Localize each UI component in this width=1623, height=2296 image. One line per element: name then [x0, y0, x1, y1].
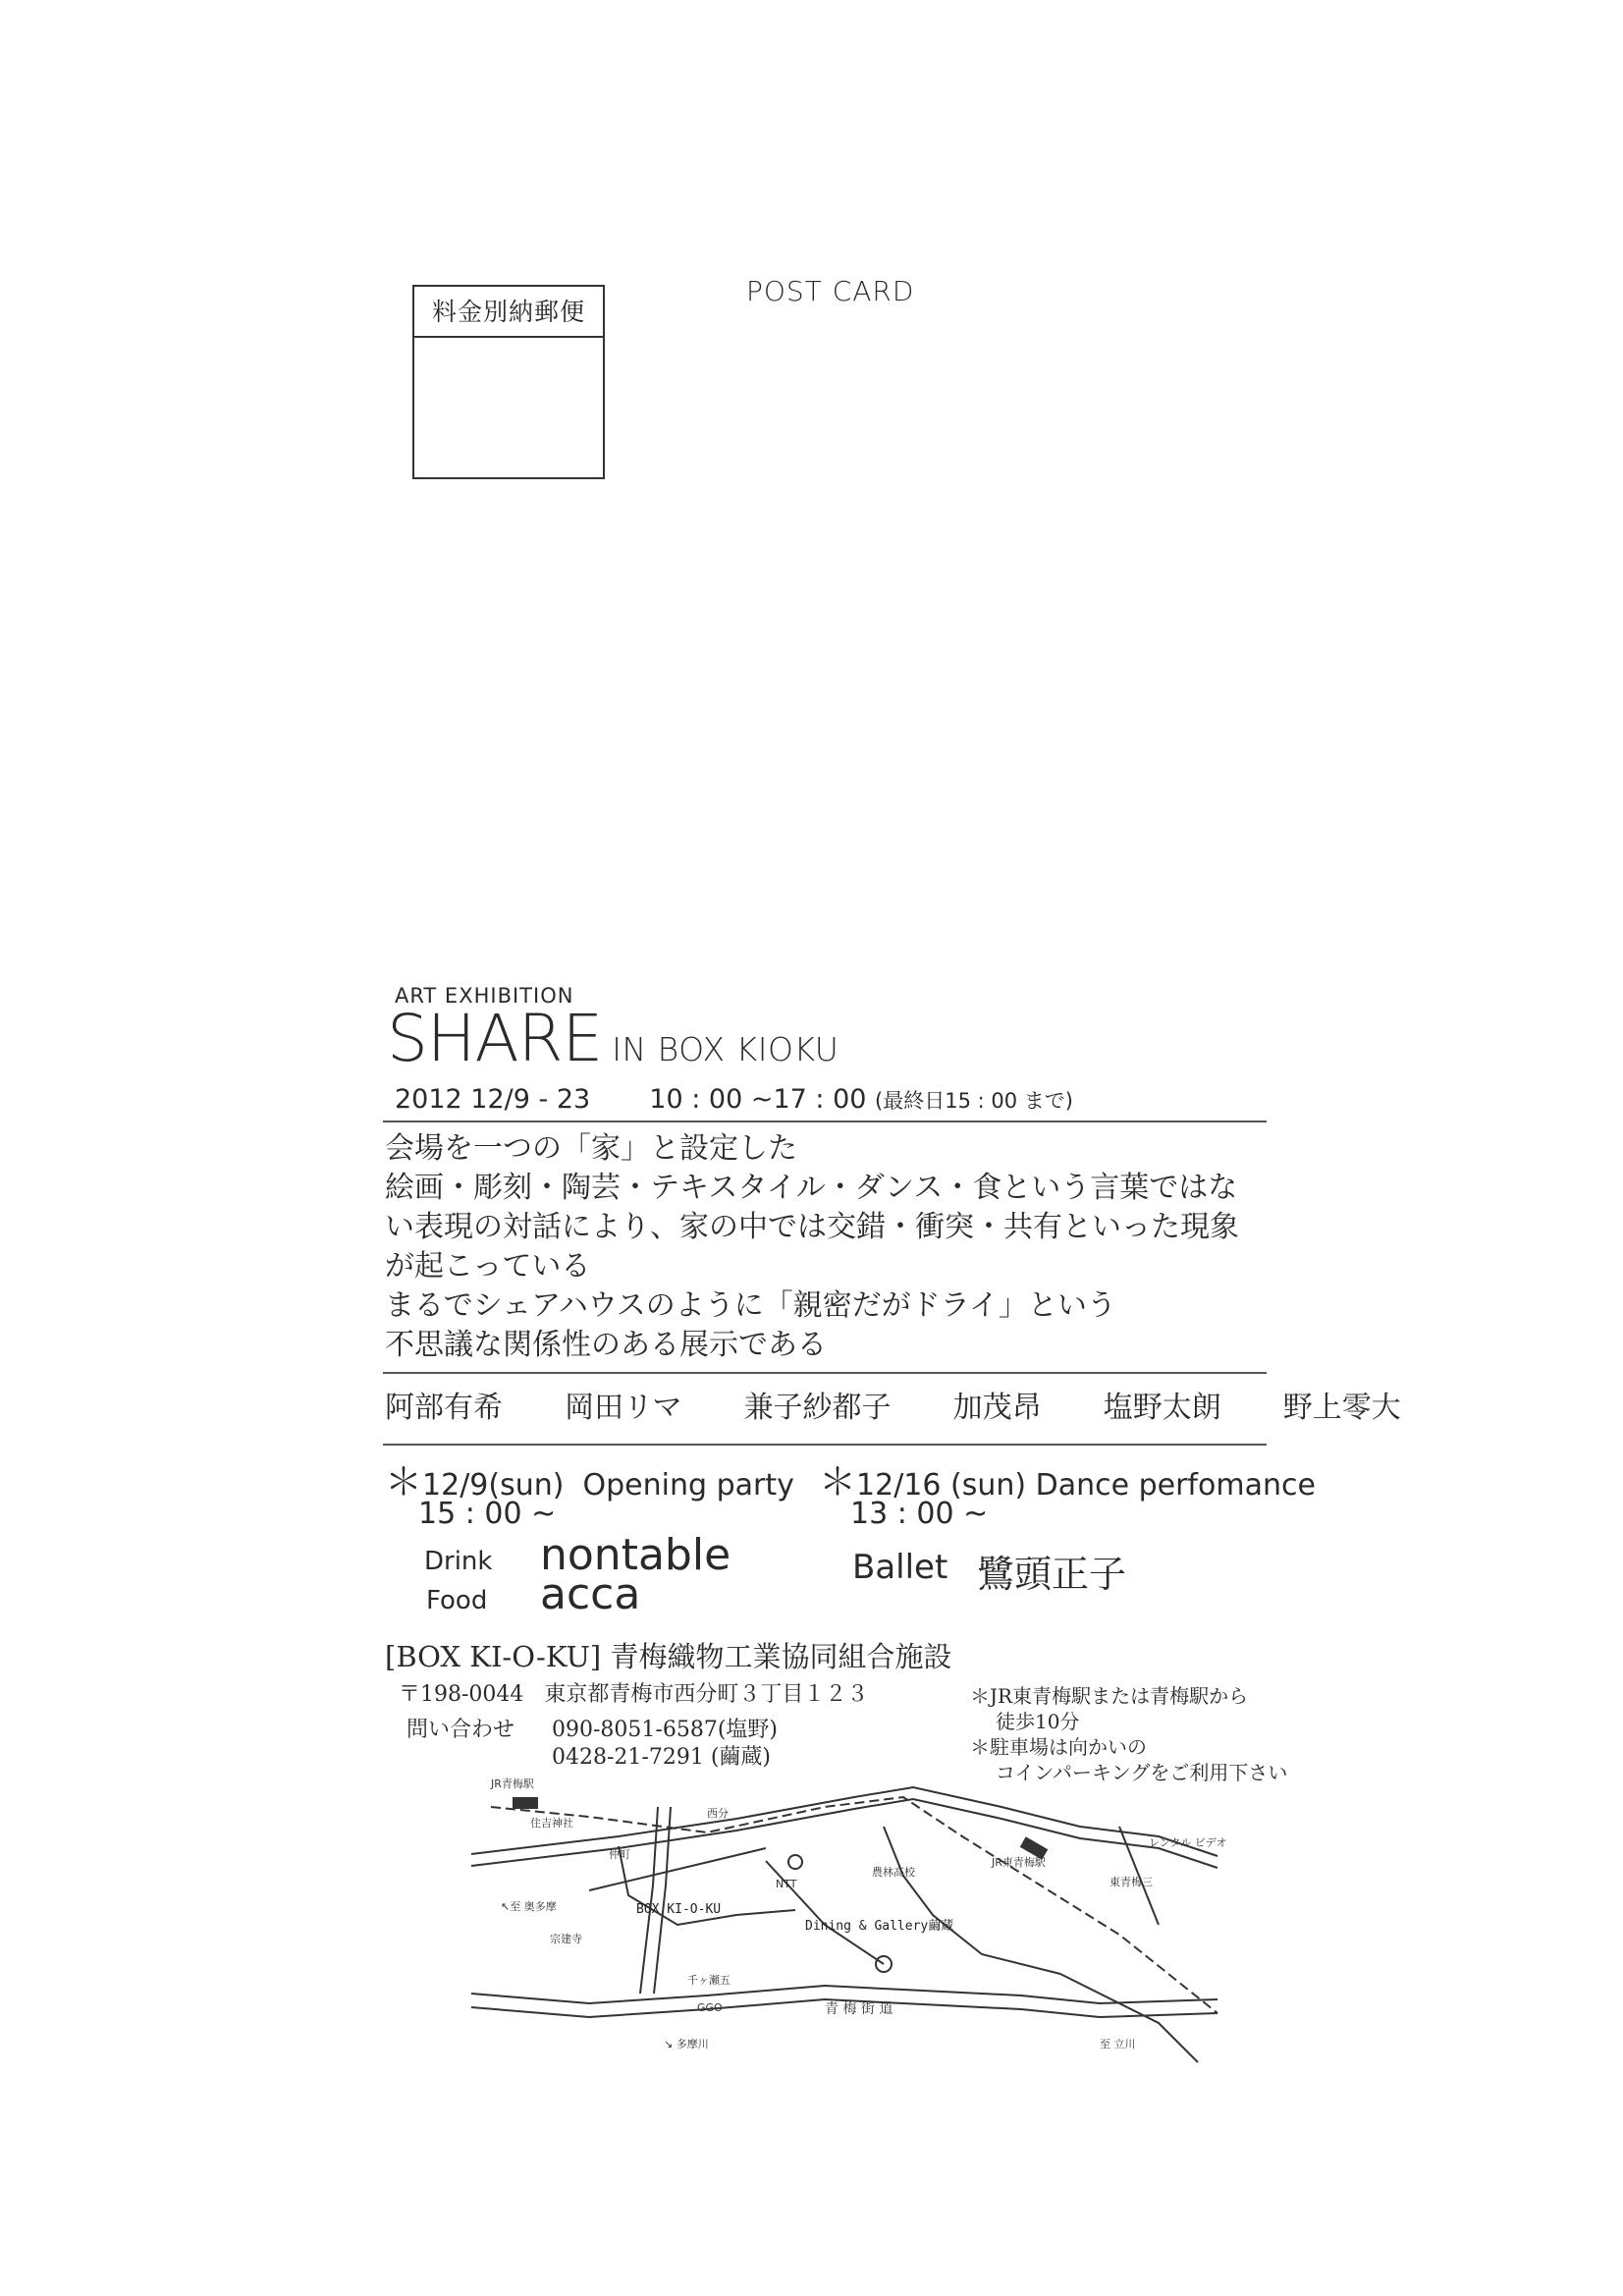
exhibition-hours: 10 : 00 ~17 : 00 [649, 1084, 867, 1115]
ballet-performer: 鷺頭正子 [977, 1553, 1127, 1596]
street-address: 東京都青梅市西分町３丁目１２３ [544, 1682, 869, 1707]
food-provider: acca [540, 1569, 641, 1619]
address-row [399, 1681, 868, 1709]
exhibition-hours-note: (最終日15 : 00 まで) [875, 1089, 1073, 1113]
description-line: い表現の対話により、家の中では交錯・衝突・共有といった現象 [385, 1210, 1239, 1244]
map-label: JR東青梅駅 [992, 1856, 1046, 1869]
exhibition-title-suffix: IN BOX KIOKU [612, 1030, 839, 1068]
map-label: 至 立川 [1100, 2038, 1136, 2050]
asterisk-icon: ＊ [819, 1460, 857, 1503]
description-line: 会場を一つの「家」と設定した [385, 1131, 797, 1166]
map-label-box-kioku: BOX KI-O-KU [636, 1902, 722, 1917]
postage-paid-box [412, 285, 605, 479]
exhibition-dates: 2012 12/9 - 23 [395, 1084, 591, 1115]
map-label: 東青梅三 [1109, 1876, 1153, 1888]
artist-name: 兼子紗都子 [743, 1391, 892, 1425]
phone-2: 0428-21-7291 (繭蔵) [552, 1745, 771, 1770]
station-icon [513, 1797, 538, 1809]
access-note: 徒歩10分 [996, 1710, 1080, 1733]
contact-label: 問い合わせ [406, 1718, 515, 1742]
food-label: Food [426, 1586, 488, 1615]
postal-code: 〒198-0044 [399, 1682, 524, 1707]
map-road [471, 1787, 1217, 1856]
access-note: ＊JR東青梅駅または青梅駅から [970, 1684, 1249, 1708]
opening-party-time: 15 : 00 ~ [418, 1497, 557, 1531]
artist-list [385, 1383, 1401, 1426]
opening-party-title: 12/9(sun) Opening party [422, 1468, 794, 1503]
drink-label: Drink [424, 1547, 493, 1576]
description-line: 絵画・彫刻・陶芸・テキスタイル・ダンス・食という言葉ではな [385, 1171, 1238, 1205]
map-label: NTT [776, 1878, 797, 1890]
map-label: ↘ 多摩川 [664, 2038, 709, 2050]
artist-name: 加茂昂 [952, 1391, 1042, 1425]
access-note: ＊駐車場は向かいの [970, 1735, 1147, 1759]
exhibition-title [387, 1001, 839, 1076]
postage-paid-label: 料金別納郵便 [414, 287, 603, 338]
map-circle [788, 1855, 802, 1869]
exhibition-title-main: SHARE [387, 1001, 603, 1076]
map-label: 住吉神社 [530, 1817, 573, 1830]
drink-provider: nontable [540, 1530, 731, 1580]
map-label: GGO [697, 2001, 723, 2014]
description [385, 1129, 1239, 1365]
map-label-dining: Dining & Gallery繭蔵 [805, 1919, 954, 1934]
divider [383, 1121, 1267, 1122]
map-label: 農林高校 [872, 1866, 915, 1879]
ballet-label: Ballet [852, 1548, 948, 1587]
map-road [766, 1861, 884, 1964]
exhibition-dates-row [395, 1084, 1073, 1115]
access-map [471, 1768, 1227, 2062]
map-label: 千ヶ瀬五 [687, 1974, 730, 1987]
description-line: まるでシェアハウスのように「親密だがドライ」という [385, 1288, 1116, 1323]
map-label: 青 梅 街 道 [825, 2001, 893, 2017]
description-line: が起こっている [385, 1249, 591, 1284]
map-road [640, 1807, 658, 1994]
access-note: コインパーキングをご利用下さい [996, 1761, 1288, 1784]
dance-time: 13 : 00 ~ [850, 1497, 989, 1531]
artist-name: 野上零大 [1282, 1391, 1401, 1425]
map-label: ↖至 奥多摩 [501, 1900, 557, 1913]
map-label: 西分 [707, 1807, 729, 1820]
asterisk-icon: ＊ [385, 1460, 423, 1503]
divider [383, 1444, 1267, 1446]
map-label: 宗建寺 [550, 1933, 582, 1945]
artist-name: 阿部有希 [385, 1391, 503, 1425]
divider [383, 1372, 1267, 1374]
artist-name: 岡田リマ [565, 1391, 682, 1425]
map-label: レンタル ビデオ [1149, 1836, 1227, 1849]
exhibition-kicker: ART EXHIBITION [395, 984, 574, 1008]
map-road [471, 1799, 1217, 1868]
postcard-title: POST CARD [746, 275, 915, 307]
artist-name: 塩野太朗 [1103, 1391, 1221, 1425]
dance-title: 12/16 (sun) Dance perfomance [856, 1468, 1316, 1503]
description-line: 不思議な関係性のある展示である [385, 1328, 827, 1362]
map-label: 仲町 [609, 1848, 630, 1861]
map-label: JR青梅駅 [491, 1777, 534, 1790]
venue-name: [BOX KI-O-KU] 青梅織物工業協同組合施設 [385, 1640, 952, 1673]
phone-1: 090-8051-6587(塩野) [552, 1718, 779, 1742]
